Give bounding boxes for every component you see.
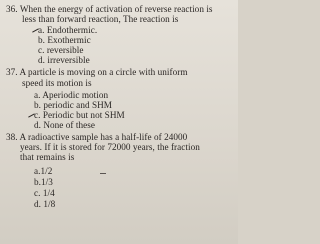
q36-option-b: b. Exothermic: [38, 35, 91, 45]
q38-line1: 38. A radioactive sample has a half-life of 24000: [6, 132, 188, 142]
q38-line3: that remains is: [20, 152, 75, 162]
q38-option-c: c. 1/4: [34, 188, 55, 198]
q37-option-d: d. None of these: [34, 120, 96, 130]
q36-line1: 36. When the energy of activation of reverse reaction is: [6, 4, 213, 14]
q36-line2: less than forward reaction, The reaction is: [22, 14, 179, 24]
q37-option-b: b. periodic and SHM: [34, 100, 113, 110]
pen-stroke: [100, 173, 106, 174]
q37-line1: 37. A particle is moving on a circle with uniform: [6, 67, 188, 77]
q36-option-a: a. Endothermic.: [38, 25, 98, 35]
q38-line2: years. If it is stored for 72000 years, the fraction: [20, 142, 200, 152]
q38-option-a: a.1/2: [34, 166, 53, 176]
q37-option-a: a. Aperiodic motion: [34, 90, 109, 100]
q38-option-d: d. 1/8: [34, 199, 56, 209]
q37-line2: speed its motion is: [22, 78, 92, 88]
q36-option-c: c. reversible: [38, 45, 84, 55]
q37-option-c: c. Periodic but not SHM: [34, 110, 125, 120]
q38-option-b: b.1/3: [34, 177, 53, 187]
q36-option-d: d. irreversible: [38, 55, 90, 65]
